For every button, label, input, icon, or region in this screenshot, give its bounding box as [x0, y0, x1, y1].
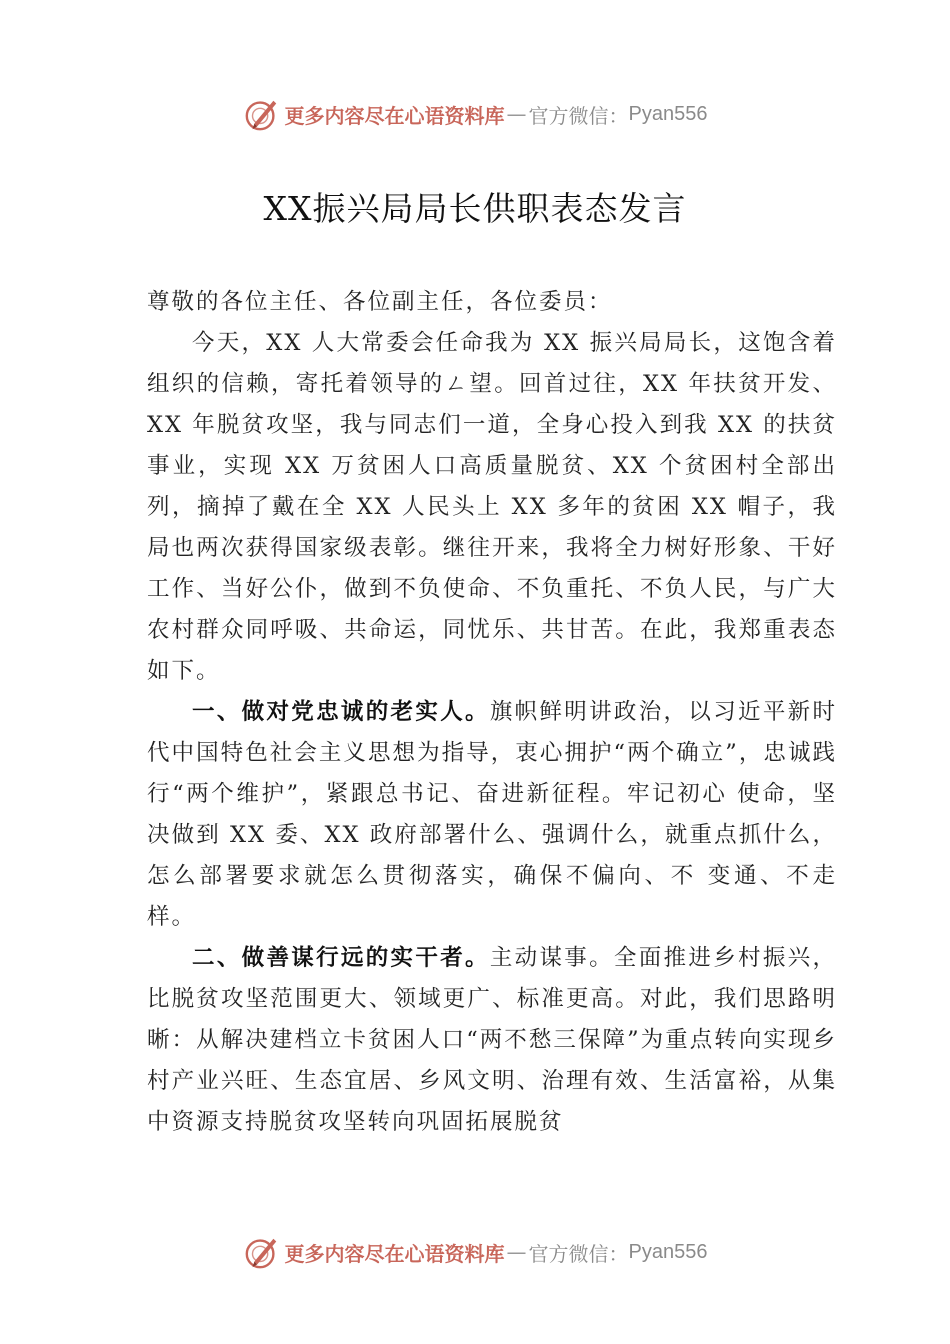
- watermark-separator: —: [506, 102, 527, 126]
- wechat-label: 官方微信：: [528, 103, 629, 128]
- section-heading: 一、做对党忠诚的老实人。: [192, 699, 490, 725]
- wechat-id: Pyan556: [628, 102, 708, 125]
- paragraph: [147, 938, 837, 1143]
- paragraph: [147, 323, 837, 692]
- paragraph: [147, 692, 837, 938]
- section-heading: 二、做善谋行远的实干者。: [192, 945, 490, 971]
- document-body: [147, 282, 837, 1143]
- paragraph-text: 今天，XX 人大常委会任命我为 XX 振兴局局长，这饱含着组织的信赖，寄托着领导的ㄥ望。回首过往，XX 年扶贫开发、XX 年脱贫攻坚，我与同志们一道，全身心投入到我 XX 的扶贫事业，实现 XX 万贫困人口高质量脱贫、XX 个贫困村全部出列，摘掉了戴在全 XX 人民头上 XX 多年的贫困 XX 帽子，我局也两次获得国家级表彰。继往开来，我将全力树好形象、干好工作、当好公仆，做到不负使命、不负重托、不负人民，与广大农村群众同呼吸、共命运，同忧乐、共甘苦。在此，我郑重表态如下。: [147, 330, 837, 684]
- salutation: 尊敬的各位主任、各位副主任，各位委员：: [147, 289, 613, 315]
- document-title: XX振兴局局长供职表态发言: [263, 189, 687, 228]
- wechat-label: 官方微信：: [528, 1241, 629, 1266]
- watermark-banner-top: [0, 92, 950, 136]
- paragraph-text: 旗帜鲜明讲政治，以习近平新时代中国特色社会主义思想为指导，衷心拥护“两个确立”，忠诚践行“两个维护”，紧跟总书记、奋进新征程。牢记初心 使命，坚决做到 XX 委、XX 政府部署什么、强调什么，就重点抓什么，怎么部署要求就怎么贯彻落实，确保不偏向、不 变通、不走样。: [147, 699, 837, 930]
- paragraph-text: 主动谋事。全面推进乡村振兴，比脱贫攻坚范围更大、领域更广、标准更高。对此，我们思路明晰：从解决建档立卡贫困人口“两不愁三保障”为重点转向实现乡村产业兴旺、生态宜居、乡风文明、治理有效、生活富裕，从集中资源支持脱贫攻坚转向巩固拓展脱贫: [147, 945, 837, 1135]
- watermark-banner-bottom: [0, 1230, 950, 1274]
- watermark-text: 更多内容尽在心语资料库: [284, 1241, 505, 1266]
- wechat-id: Pyan556: [628, 1240, 708, 1263]
- pen-logo-icon: [243, 1233, 281, 1271]
- pen-logo-icon: [243, 95, 281, 133]
- watermark-text: 更多内容尽在心语资料库: [284, 103, 505, 128]
- watermark-separator: —: [506, 1240, 527, 1264]
